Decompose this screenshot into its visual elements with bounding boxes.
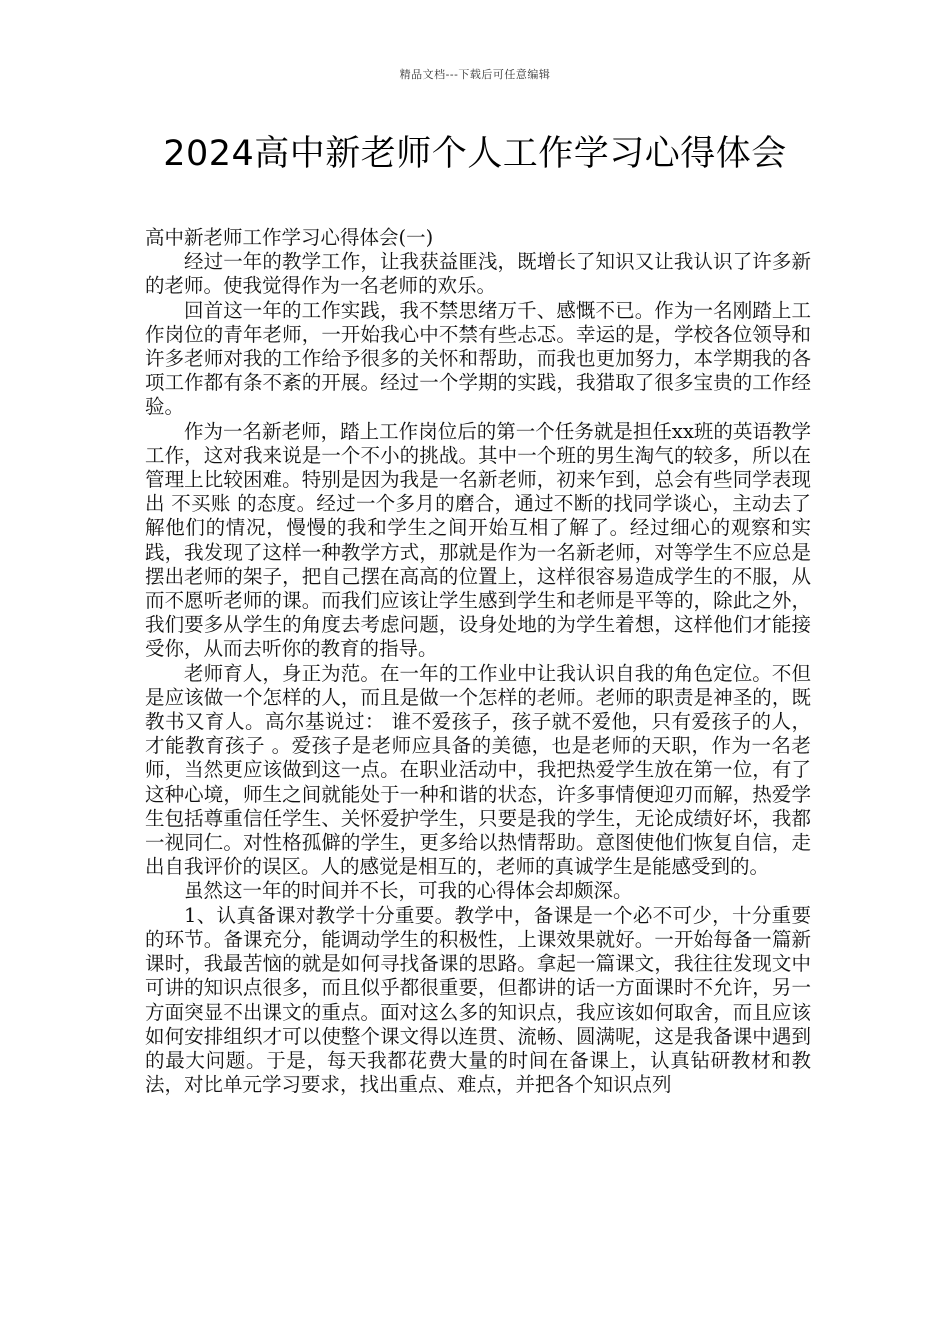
paragraph-6: 1、认真备课对教学十分重要。教学中，备课是一个必不可少，十分重要的环节。备课充分，能调动学生的积极性，上课效果就好。一开始每备一篇新课时，我最苦恼的就是如何寻找备课的思路。拿起一篇课文，我往往发现文中可讲的知识点很多，而且似乎都很重要，但都讲的话一方面课时不允许，另一方面突显不出课文的重点。面对这么多的知识点，我应该如何取舍，而且应该如何安排组织才可以使整个课文得以连贯、流畅、圆满呢，这是我备课中遇到的最大问题。于是，每天我都花费大量的时间在备课上，认真钻研教材和教法，对比单元学习要求，找出重点、难点，并把各个知识点列 [145, 903, 811, 1097]
paragraph-2: 回首这一年的工作实践，我不禁思绪万千、感慨不已。作为一名刚踏上工作岗位的青年老师，一开始我心中不禁有些忐忑。幸运的是，学校各位领导和许多老师对我的工作给予很多的关怀和帮助，而我也更加努力，本学期我的各项工作都有条不紊的开展。经过一个学期的实践，我猎取了很多宝贵的工作经验。 [145, 298, 811, 419]
document-title: 2024高中新老师个人工作学习心得体会 [163, 134, 787, 174]
document-body [145, 226, 811, 1097]
paragraph-3: 作为一名新老师，踏上工作岗位后的第一个任务就是担任xx班的英语教学工作，这对我来说是一个不小的挑战。其中一个班的男生淘气的较多，所以在管理上比较困难。特别是因为我是一名新老师，初来乍到，总会有些同学表现出 不买账 的态度。经过一个多月的磨合，通过不断的找同学谈心，主动去了解他们的情况，慢慢的我和学生之间开始互相了解了。经过细心的观察和实践，我发现了这样一种教学方式，那就是作为一名新老师，对等学生不应总是摆出老师的架子，把自己摆在高高的位置上，这样很容易造成学生的不服，从而不愿听老师的课。而我们应该让学生感到学生和老师是平等的，除此之外，我们要多从学生的角度去考虑问题，设身处地的为学生着想，这样他们才能接受你，从而去听你的教育的指导。 [145, 419, 811, 661]
header-note: 精品文档---下载后可任意编辑 [399, 68, 551, 81]
paragraph-1: 经过一年的教学工作，让我获益匪浅，既增长了知识又让我认识了许多新的老师。使我觉得作为一名老师的欢乐。 [145, 250, 811, 298]
paragraph-5: 虽然这一年的时间并不长，可我的心得体会却颇深。 [184, 879, 633, 903]
paragraph-4: 老师育人，身正为范。在一年的工作业中让我认识自我的角色定位。不但是应该做一个怎样的人，而且是做一个怎样的老师。老师的职责是神圣的，既教书又育人。高尔基说过： 谁不爱孩子，孩子就不爱他，只有爱孩子的人，才能教育孩子 。爱孩子是老师应具备的美德，也是老师的天职，作为一名老师，当然更应该做到这一点。在职业活动中，我把热爱学生放在第一位，有了这种心境，师生之间就能处于一种和谐的状态，许多事情便迎刃而解，热爱学生包括尊重信任学生、关怀爱护学生，只要是我的学生，无论成绩好坏，我都一视同仁。对性格孤僻的学生，更多给以热情帮助。意图使他们恢复自信，走出自我评价的误区。人的感觉是相互的，老师的真诚学生是能感受到的。 [145, 661, 811, 879]
section-subtitle: 高中新老师工作学习心得体会(一) [145, 226, 434, 249]
